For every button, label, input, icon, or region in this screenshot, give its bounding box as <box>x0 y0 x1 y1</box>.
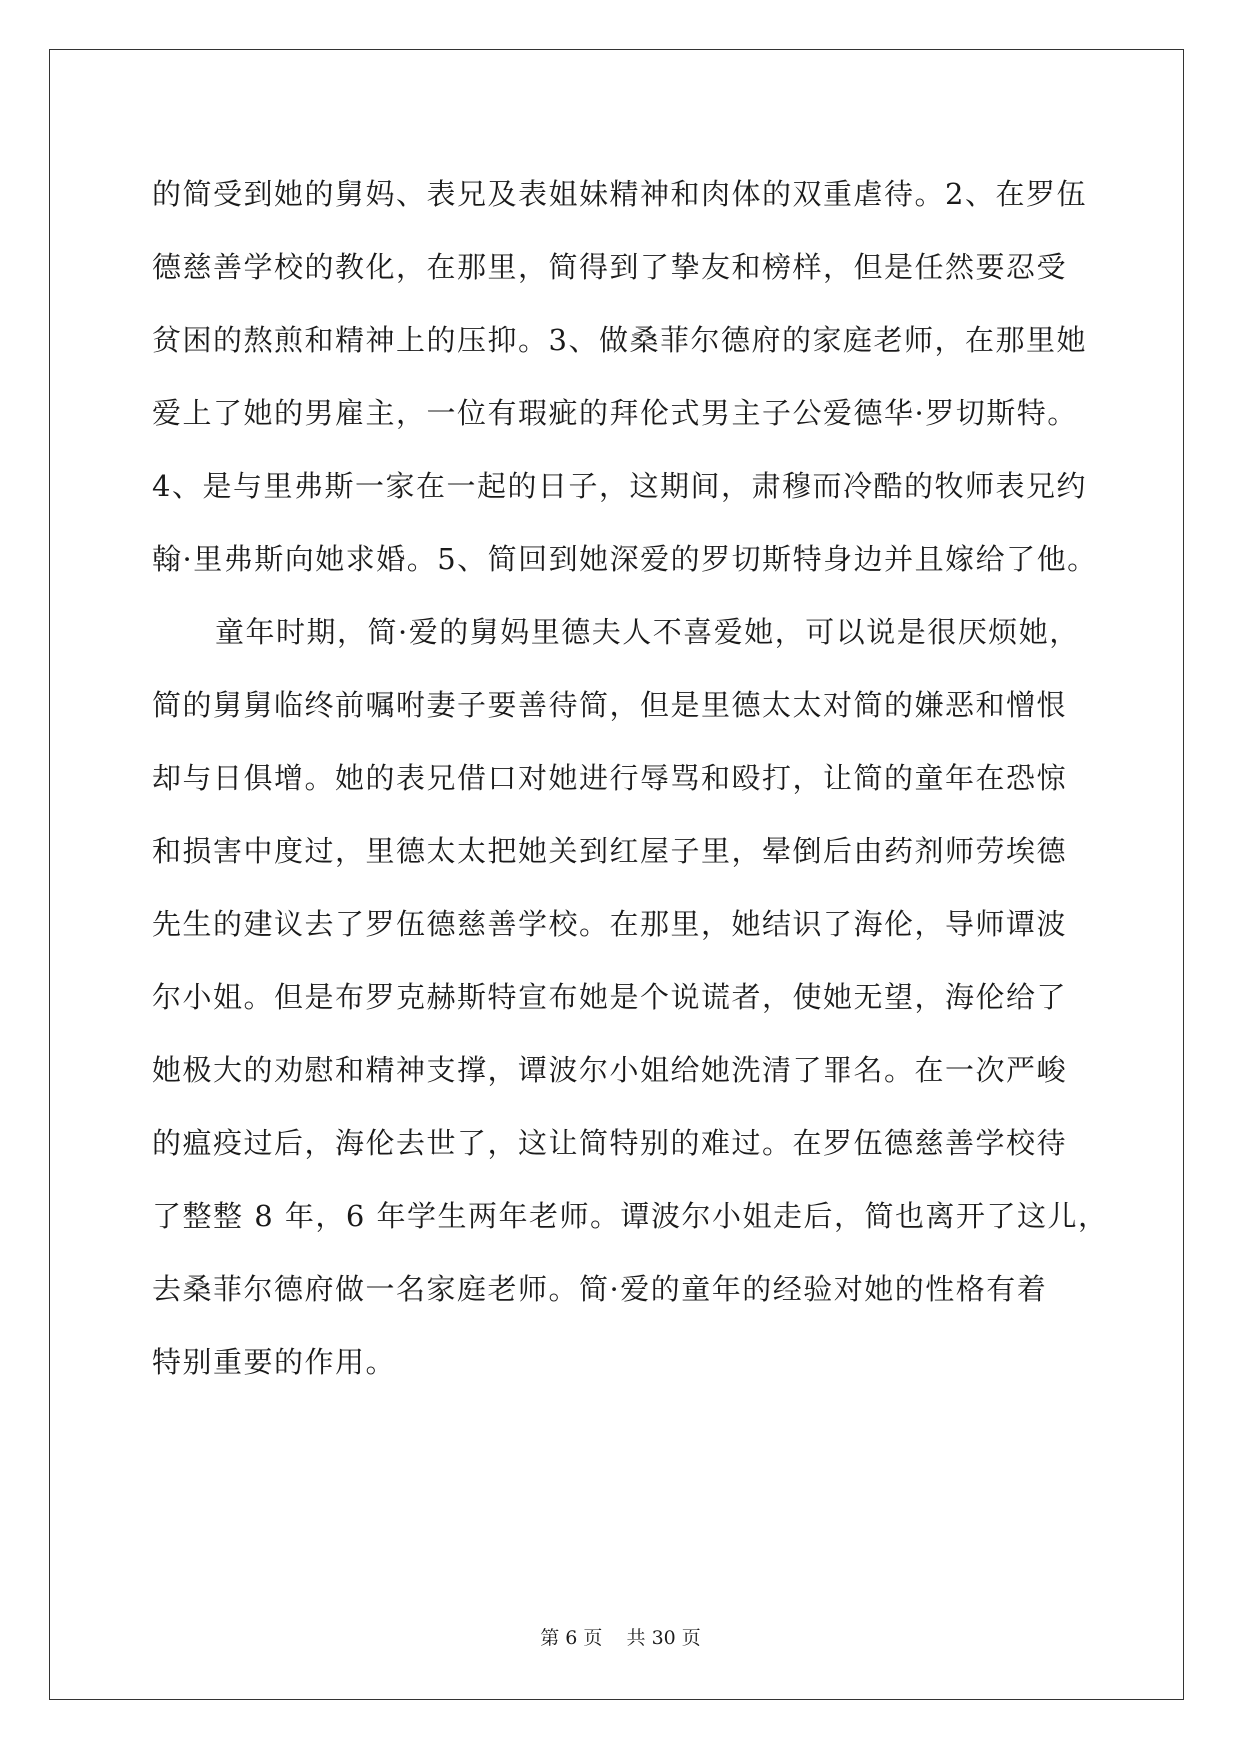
text-line: 简的舅舅临终前嘱咐妻子要善待简，但是里德太太对简的嫌恶和憎恨 <box>152 688 1068 722</box>
text-line: 去桑菲尔德府做一名家庭老师。简·爱的童年的经验对她的性格有着 <box>152 1272 1048 1306</box>
text-line: 了整整 8 年，6 年学生两年老师。谭波尔小姐走后，简也离开了这儿， <box>152 1199 1109 1233</box>
text-line: 翰·里弗斯向她求婚。5、简回到她深爱的罗切斯特身边并且嫁给了他。 <box>152 542 1098 576</box>
text-line: 德慈善学校的教化，在那里，简得到了挚友和榜样，但是任然要忍受 <box>152 250 1068 284</box>
page-number-footer: 第 6 页 共 30 页 <box>540 1627 701 1649</box>
text-line: 特别重要的作用。 <box>152 1345 397 1379</box>
text-line: 和损害中度过，里德太太把她关到红屋子里，晕倒后由药剂师劳埃德 <box>152 834 1068 868</box>
text-line: 的简受到她的舅妈、表兄及表姐妹精神和肉体的双重虐待。2、在罗伍 <box>152 177 1087 211</box>
text-line: 爱上了她的男雇主，一位有瑕疵的拜伦式男主子公爱德华·罗切斯特。 <box>152 396 1078 430</box>
text-line: 先生的建议去了罗伍德慈善学校。在那里，她结识了海伦，导师谭波 <box>152 907 1068 941</box>
text-line: 贫困的熬煎和精神上的压抑。3、做桑菲尔德府的家庭老师，在那里她 <box>152 323 1087 357</box>
paragraph-start-line: 童年时期，简·爱的舅妈里德夫人不喜爱她，可以说是很厌烦她， <box>215 615 1080 649</box>
document-body <box>152 158 1109 1399</box>
text-line: 的瘟疫过后，海伦去世了，这让简特别的难过。在罗伍德慈善学校待 <box>152 1126 1068 1160</box>
text-line: 她极大的劝慰和精神支撑，谭波尔小姐给她洗清了罪名。在一次严峻 <box>152 1053 1068 1087</box>
text-line: 却与日俱增。她的表兄借口对她进行辱骂和殴打，让简的童年在恐惊 <box>152 761 1068 795</box>
text-line: 4、是与里弗斯一家在一起的日子，这期间，肃穆而冷酷的牧师表兄约 <box>152 469 1087 503</box>
text-line: 尔小姐。但是布罗克赫斯特宣布她是个说谎者，使她无望，海伦给了 <box>152 980 1068 1014</box>
